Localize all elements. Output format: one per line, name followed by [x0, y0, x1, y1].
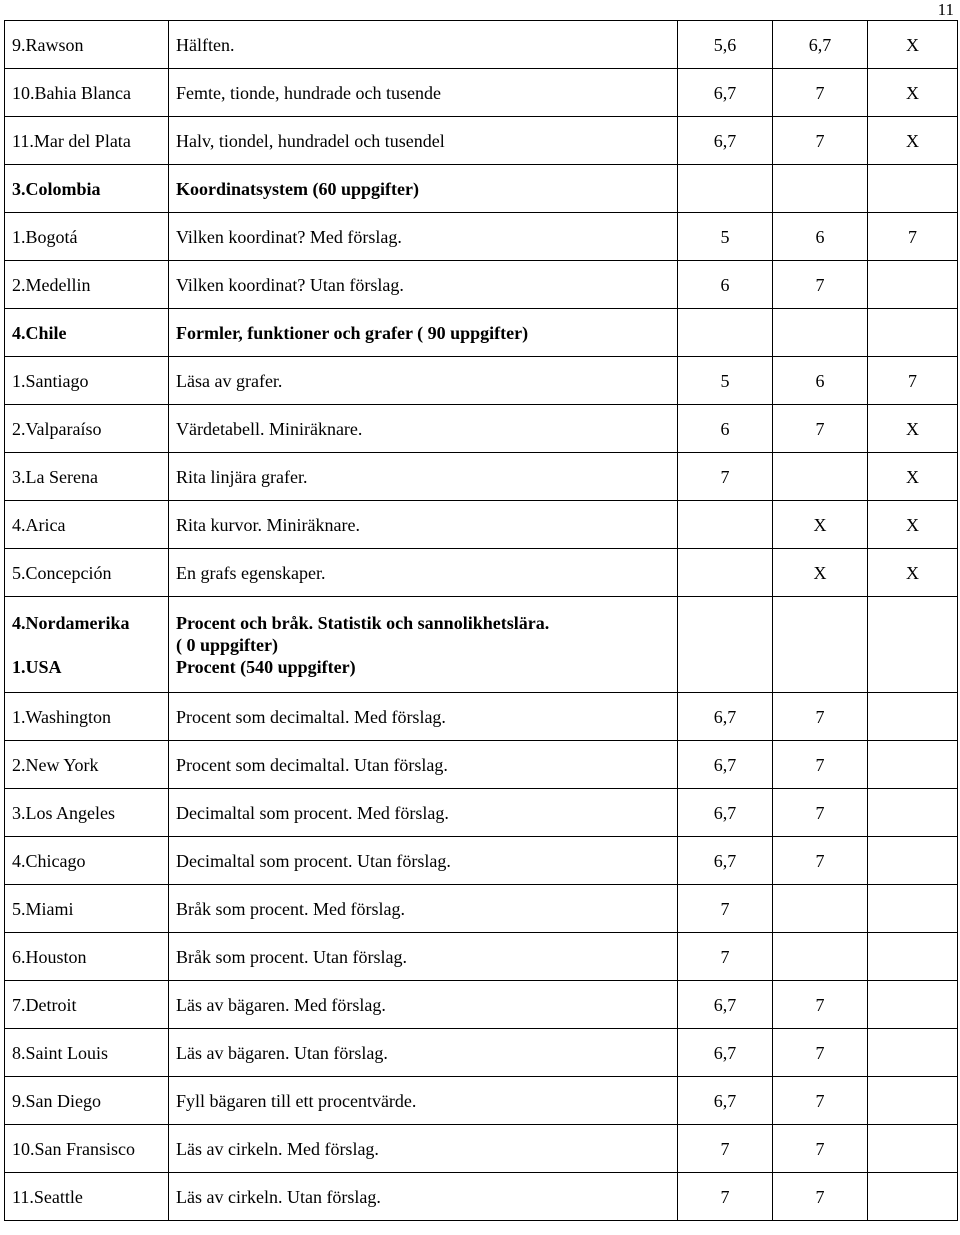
table-row — [5, 741, 958, 789]
level-cell: 6,7 — [678, 1077, 773, 1125]
table-row — [5, 837, 958, 885]
row-description-cell: Bråk som procent. Utan förslag. — [169, 933, 678, 981]
level-cell: 6,7 — [678, 789, 773, 837]
row-description-cell: Formler, funktioner och grafer ( 90 uppgifter) — [169, 309, 678, 357]
level-cell: 7 — [773, 1077, 868, 1125]
row-description-cell: Fyll bägaren till ett procentvärde. — [169, 1077, 678, 1125]
level-cell: 7 — [773, 1173, 868, 1221]
level-cell: X — [868, 453, 958, 501]
section-desc-cell — [169, 597, 678, 693]
level-cell: 6,7 — [678, 69, 773, 117]
table-row — [5, 357, 958, 405]
row-name-cell: 1.Bogotá — [5, 213, 169, 261]
row-name-cell: 2.Medellin — [5, 261, 169, 309]
level-cell: 7 — [773, 1029, 868, 1077]
row-name-cell: 9.San Diego — [5, 1077, 169, 1125]
level-cell — [868, 789, 958, 837]
level-cell: 7 — [773, 981, 868, 1029]
level-cell: 7 — [773, 117, 868, 165]
section-desc-procent: Procent (540 uppgifter) — [176, 656, 356, 677]
section-name-country: 1.USA — [12, 656, 62, 677]
table-row — [5, 453, 958, 501]
table-row — [5, 309, 958, 357]
level-cell: 6,7 — [678, 837, 773, 885]
row-description-cell: Läs av cirkeln. Med förslag. — [169, 1125, 678, 1173]
table-row — [5, 261, 958, 309]
level-cell: 6,7 — [678, 1029, 773, 1077]
level-cell — [868, 693, 958, 741]
row-name-cell: 1.Santiago — [5, 357, 169, 405]
level-cell: 7 — [678, 1125, 773, 1173]
level-cell — [868, 261, 958, 309]
level-cell: X — [868, 501, 958, 549]
level-cell: X — [773, 549, 868, 597]
level-cell: 6,7 — [678, 693, 773, 741]
table-body-top — [5, 21, 958, 597]
level-cell: 7 — [868, 357, 958, 405]
table-section-nordamerika — [5, 597, 958, 693]
level-cell — [773, 885, 868, 933]
row-name-cell: 3.Los Angeles — [5, 789, 169, 837]
row-description-cell: Vilken koordinat? Utan förslag. — [169, 261, 678, 309]
row-name-cell: 6.Houston — [5, 933, 169, 981]
level-cell: 5 — [678, 213, 773, 261]
section-desc-main: Procent och bråk. Statistik och sannolikhetslära. — [176, 612, 550, 633]
page-number: 11 — [937, 0, 954, 19]
row-name-cell: 8.Saint Louis — [5, 1029, 169, 1077]
level-cell: 5 — [678, 357, 773, 405]
table-row — [5, 1077, 958, 1125]
table-row — [5, 117, 958, 165]
level-cell — [868, 837, 958, 885]
level-cell: 7 — [773, 789, 868, 837]
level-cell: 6 — [678, 261, 773, 309]
exercise-table — [4, 20, 958, 1221]
row-description-cell: Läs av cirkeln. Utan förslag. — [169, 1173, 678, 1221]
level-cell — [868, 165, 958, 213]
row-description-cell: Värdetabell. Miniräknare. — [169, 405, 678, 453]
row-name-cell: 4.Chile — [5, 309, 169, 357]
row-name-cell: 10.Bahia Blanca — [5, 69, 169, 117]
table-row — [5, 165, 958, 213]
row-description-cell: Femte, tionde, hundrade och tusende — [169, 69, 678, 117]
level-cell: 6 — [773, 213, 868, 261]
level-cell: 7 — [678, 885, 773, 933]
level-cell: 7 — [773, 69, 868, 117]
level-cell: 7 — [773, 741, 868, 789]
level-cell: X — [868, 117, 958, 165]
row-description-cell: En grafs egenskaper. — [169, 549, 678, 597]
row-name-cell: 2.Valparaíso — [5, 405, 169, 453]
row-name-cell: 3.Colombia — [5, 165, 169, 213]
section-row — [5, 597, 958, 693]
row-description-cell: Rita linjära grafer. — [169, 453, 678, 501]
row-name-cell: 2.New York — [5, 741, 169, 789]
row-description-cell: Läs av bägaren. Utan förslag. — [169, 1029, 678, 1077]
level-cell: 6,7 — [773, 21, 868, 69]
table-row — [5, 885, 958, 933]
level-cell: 7 — [773, 1125, 868, 1173]
level-cell: 7 — [678, 453, 773, 501]
table-row — [5, 405, 958, 453]
row-description-cell: Läsa av grafer. — [169, 357, 678, 405]
section-name-continent: 4.Nordamerika — [12, 612, 130, 633]
level-cell: X — [868, 405, 958, 453]
table-row — [5, 501, 958, 549]
level-cell: 7 — [773, 405, 868, 453]
row-description-cell: Hälften. — [169, 21, 678, 69]
level-cell — [868, 597, 958, 693]
table-row — [5, 1029, 958, 1077]
row-description-cell: Procent som decimaltal. Utan förslag. — [169, 741, 678, 789]
table-row — [5, 981, 958, 1029]
level-cell — [773, 309, 868, 357]
table-body-bottom — [5, 693, 958, 1221]
row-name-cell: 1.Washington — [5, 693, 169, 741]
level-cell: 7 — [773, 693, 868, 741]
section-desc-count: ( 0 uppgifter) — [176, 634, 278, 655]
level-cell: 5,6 — [678, 21, 773, 69]
row-description-cell: Halv, tiondel, hundradel och tusendel — [169, 117, 678, 165]
table-row — [5, 213, 958, 261]
row-name-cell: 11.Mar del Plata — [5, 117, 169, 165]
level-cell — [868, 933, 958, 981]
level-cell — [868, 885, 958, 933]
row-name-cell: 3.La Serena — [5, 453, 169, 501]
level-cell: 6,7 — [678, 741, 773, 789]
level-cell: 7 — [868, 213, 958, 261]
row-name-cell: 4.Chicago — [5, 837, 169, 885]
level-cell — [773, 165, 868, 213]
table-row — [5, 789, 958, 837]
level-cell — [868, 309, 958, 357]
table-row — [5, 69, 958, 117]
row-name-cell: 9.Rawson — [5, 21, 169, 69]
row-description-cell: Vilken koordinat? Med förslag. — [169, 213, 678, 261]
level-cell: 7 — [678, 1173, 773, 1221]
level-cell — [678, 165, 773, 213]
row-name-cell: 4.Arica — [5, 501, 169, 549]
level-cell: 6,7 — [678, 117, 773, 165]
table-row — [5, 1173, 958, 1221]
level-cell: 7 — [678, 933, 773, 981]
row-description-cell: Rita kurvor. Miniräknare. — [169, 501, 678, 549]
level-cell — [773, 933, 868, 981]
level-cell: 7 — [773, 261, 868, 309]
row-description-cell: Koordinatsystem (60 uppgifter) — [169, 165, 678, 213]
level-cell: 6 — [773, 357, 868, 405]
level-cell — [868, 741, 958, 789]
level-cell — [773, 597, 868, 693]
table-row — [5, 693, 958, 741]
level-cell: 7 — [773, 837, 868, 885]
section-name-cell — [5, 597, 169, 693]
level-cell: X — [868, 21, 958, 69]
row-description-cell: Procent som decimaltal. Med förslag. — [169, 693, 678, 741]
level-cell: 6 — [678, 405, 773, 453]
row-description-cell: Decimaltal som procent. Med förslag. — [169, 789, 678, 837]
level-cell: X — [868, 69, 958, 117]
row-description-cell: Bråk som procent. Med förslag. — [169, 885, 678, 933]
level-cell — [678, 597, 773, 693]
row-description-cell: Decimaltal som procent. Utan förslag. — [169, 837, 678, 885]
table-row — [5, 549, 958, 597]
level-cell — [678, 549, 773, 597]
level-cell — [868, 1173, 958, 1221]
row-name-cell: 7.Detroit — [5, 981, 169, 1029]
level-cell — [868, 981, 958, 1029]
table-row — [5, 21, 958, 69]
table-row — [5, 1125, 958, 1173]
level-cell: 6,7 — [678, 981, 773, 1029]
row-name-cell: 11.Seattle — [5, 1173, 169, 1221]
level-cell — [868, 1125, 958, 1173]
row-description-cell: Läs av bägaren. Med förslag. — [169, 981, 678, 1029]
level-cell: X — [868, 549, 958, 597]
level-cell — [678, 501, 773, 549]
row-name-cell: 5.Concepción — [5, 549, 169, 597]
level-cell — [868, 1077, 958, 1125]
level-cell: X — [773, 501, 868, 549]
row-name-cell: 10.San Fransisco — [5, 1125, 169, 1173]
level-cell — [678, 309, 773, 357]
level-cell — [868, 1029, 958, 1077]
row-name-cell: 5.Miami — [5, 885, 169, 933]
level-cell — [773, 453, 868, 501]
table-row — [5, 933, 958, 981]
